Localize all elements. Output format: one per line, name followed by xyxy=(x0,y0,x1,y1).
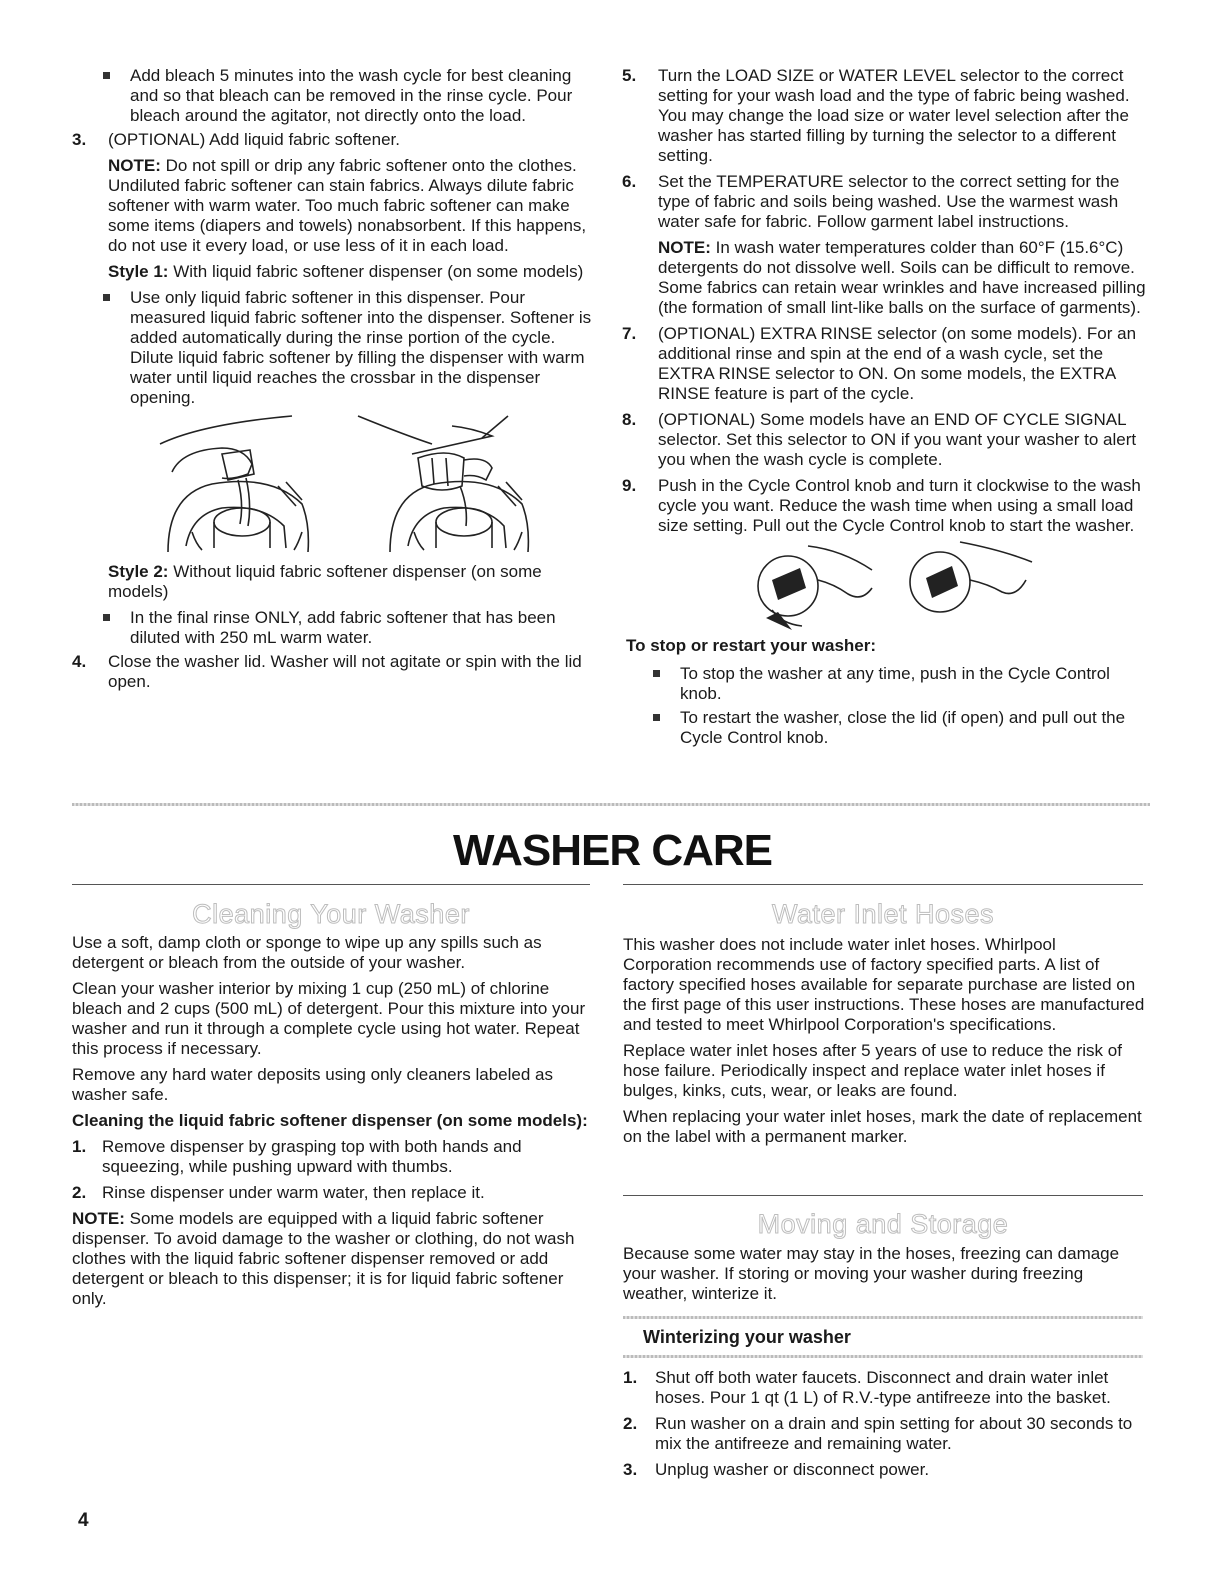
cleaning-p2: Clean your washer interior by mixing 1 cup (250 mL) of chlorine bleach and 2 cups (500 mL) of detergent. Pour this mixture into your washer and run it through a complete cycle using hot water. Repeat this process if necessary. xyxy=(72,979,586,1058)
winter-step-2: 2. Run washer on a drain and spin setting for about 30 seconds to mix the antifreeze and remaining water. xyxy=(623,1414,1133,1453)
top-divider xyxy=(72,803,1150,806)
hoses-p3: When replacing your water inlet hoses, mark the date of replacement on the label with a permanent marker. xyxy=(623,1107,1142,1146)
restart-bullet: To restart the washer, close the lid (if open) and pull out the Cycle Control knob. xyxy=(622,708,1147,748)
hoses-top-rule xyxy=(623,884,1143,885)
cleaning-step-2: 2. Rinse dispenser under warm water, then replace it. xyxy=(72,1183,485,1202)
softener-note: NOTE: Do not spill or drip any fabric softener onto the clothes. Undiluted fabric softener can stain fabrics. Always dilute fabric softener with warm water. Too much fabric softener can make some items (diapers and towels) nonabsorbent. If this happens, do not use it every load, or use less of it in each load. xyxy=(108,156,587,255)
moving-p1: Because some water may stay in the hoses, freezing can damage your washer. If storing or moving your washer during freezing weather, winterize it. xyxy=(623,1244,1120,1303)
cleaning-step-1: 1. Remove dispenser by grasping top with both hands and squeezing, while pushing upward with thumbs. xyxy=(72,1137,522,1176)
cleaning-section-title: Cleaning Your Washer xyxy=(192,899,470,929)
winterizing-bottom-rule xyxy=(623,1355,1143,1358)
hoses-section xyxy=(623,935,1145,1147)
style1-text: Style 1: With liquid fabric softener dispenser (on some models) xyxy=(108,262,584,281)
winterizing-steps xyxy=(623,1368,1145,1480)
cleaning-section xyxy=(72,933,592,1309)
winterizing-heading-wrap xyxy=(643,1327,1143,1347)
style1-bullet: Use only liquid fabric softener in this dispenser. Pour measured liquid fabric softener into the dispenser. Softener is added automatically during the rinse portion of the cycle. Dilute liquid fabric softener by filling the dispenser with warm water until liquid reaches the crossbar in the dispenser opening. xyxy=(72,288,592,408)
cleaning-top-rule xyxy=(72,884,590,885)
step-4: 4. Close the washer lid. Washer will not agitate or spin with the lid open. xyxy=(72,652,582,691)
moving-top-rule xyxy=(623,1195,1143,1196)
winterizing-heading: Winterizing your washer xyxy=(643,1327,851,1347)
style2-bullet: In the final rinse ONLY, add fabric softener that has been diluted with 250 mL warm water. xyxy=(72,608,592,648)
cycle-control-knob-illustration xyxy=(622,540,1147,632)
cleaning-p1: Use a soft, damp cloth or sponge to wipe up any spills such as detergent or bleach from the outside of your washer. xyxy=(72,933,542,972)
hoses-p1: This washer does not include water inlet hoses. Whirlpool Corporation recommends use of factory specified parts. A list of factory specified hoses available for separate purchase are listed on the first page of this user instructions. These hoses are manufactured and tested to meet Whirlpool Corporation's specifications. xyxy=(623,935,1145,1034)
hoses-p2: Replace water inlet hoses after 5 years of use to reduce the risk of hose failure. Periodically inspect and replace water inlet hoses if bulges, kinks, cuts, wear, or leaks are found. xyxy=(623,1041,1122,1100)
left-top-column xyxy=(72,66,592,692)
step-7: 7. (OPTIONAL) EXTRA RINSE selector (on some models). For an additional rinse and spin at the end of a wash cycle, set the EXTRA RINSE selector to ON. On some models, the EXTRA RINSE feature is part of the cycle. xyxy=(622,324,1137,403)
winter-step-3: 3. Unplug washer or disconnect power. xyxy=(623,1460,930,1479)
dispenser-cleaning-heading: Cleaning the liquid fabric softener dispenser (on some models): xyxy=(72,1111,588,1130)
stop-restart-heading: To stop or restart your washer: xyxy=(626,636,877,655)
fabric-softener-pouring-illustration xyxy=(72,414,592,554)
stop-bullet: To stop the washer at any time, push in the Cycle Control knob. xyxy=(622,664,1147,704)
page-number: 4 xyxy=(78,1510,89,1531)
step-8: 8. (OPTIONAL) Some models have an END OF CYCLE SIGNAL selector. Set this selector to ON if you want your washer to alert you when the wash cycle is complete. xyxy=(622,410,1137,469)
moving-section xyxy=(623,1244,1145,1304)
style2-text: Style 2: Without liquid fabric softener dispenser (on some models) xyxy=(108,562,542,601)
bleach-bullet: Add bleach 5 minutes into the wash cycle for best cleaning and so that bleach can be removed in the rinse cycle. Pour bleach around the agitator, not directly onto the load. xyxy=(72,66,592,126)
hoses-section-title: Water Inlet Hoses xyxy=(771,899,995,929)
temperature-note: NOTE: In wash water temperatures colder than 60°F (15.6°C) detergents do not dissolve well. Soils can be difficult to remove. Some fabrics can retain wear wrinkles and have increased pilling (the formation of small lint-like balls on the surface of garments). xyxy=(658,238,1146,317)
step-9: 9. Push in the Cycle Control knob and turn it clockwise to the wash cycle you want. Reduce the wash time when using a small load size setting. Pull out the Cycle Control knob to start the washer. xyxy=(622,476,1141,535)
step-6: 6. Set the TEMPERATURE selector to the correct setting for the type of fabric and soils being washed. Use the warmest wash water safe for fabric. Follow garment label instructions. xyxy=(622,172,1120,231)
winterizing-top-rule xyxy=(623,1316,1143,1319)
cleaning-p3: Remove any hard water deposits using only cleaners labeled as washer safe. xyxy=(72,1065,553,1104)
step-5: 5. Turn the LOAD SIZE or WATER LEVEL selector to the correct setting for your wash load and the type of fabric being washed. You may change the load size or water level selection after the washer has started filling by turning the selector to a different setting. xyxy=(622,66,1130,165)
washer-care-title: WASHER CARE xyxy=(452,826,773,875)
right-top-column xyxy=(622,66,1147,748)
winter-step-1: 1. Shut off both water faucets. Disconnect and drain water inlet hoses. Pour 1 qt (1 L) of R.V.-type antifreeze into the basket. xyxy=(623,1368,1111,1407)
step-3: 3. (OPTIONAL) Add liquid fabric softener. xyxy=(72,130,400,149)
dispenser-note: NOTE: Some models are equipped with a liquid fabric softener dispenser. To avoid damage to the washer or clothing, do not wash clothes with the liquid fabric softener dispenser removed or add detergent or bleach to this dispenser; it is for liquid fabric softener only. xyxy=(72,1209,575,1308)
moving-section-title: Moving and Storage xyxy=(757,1209,1009,1239)
